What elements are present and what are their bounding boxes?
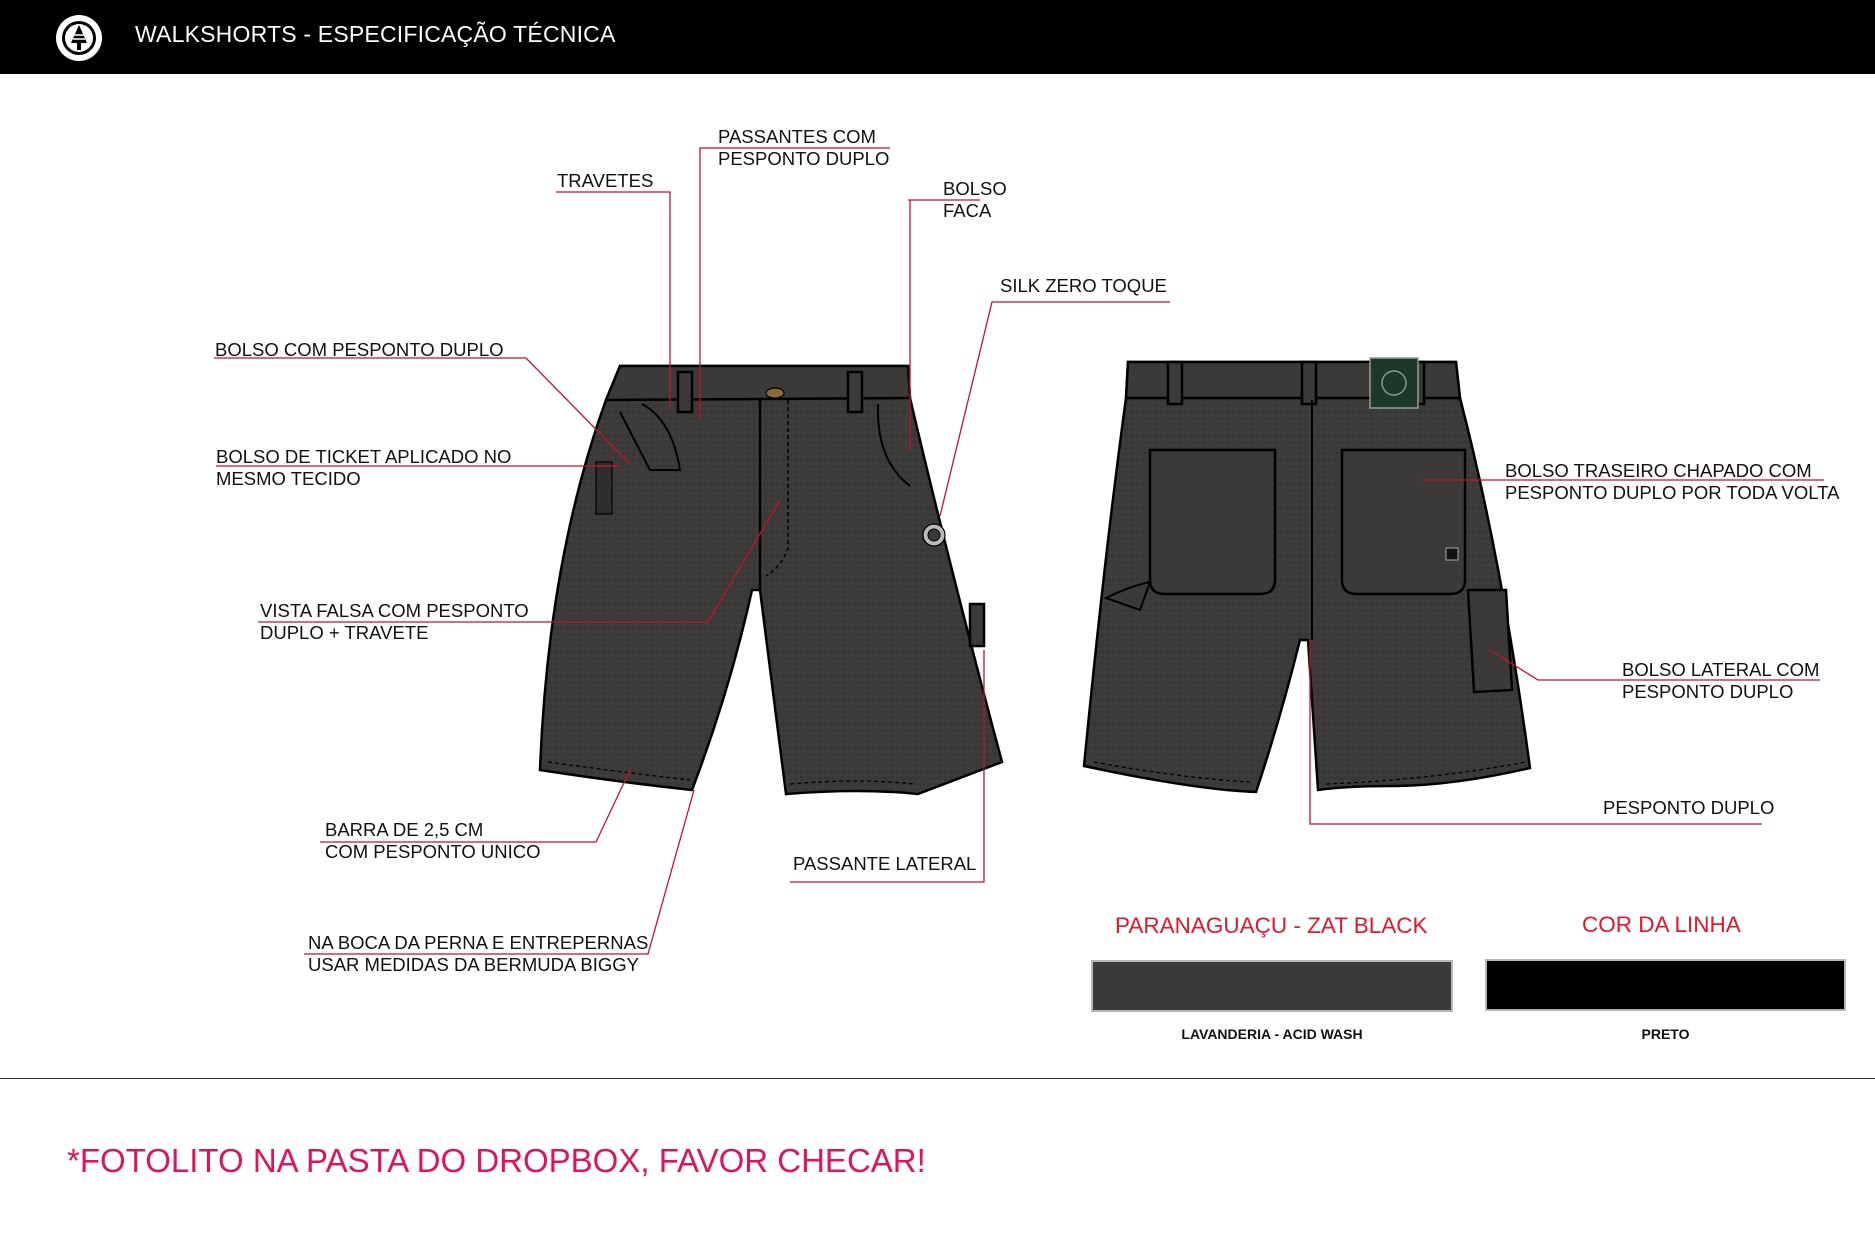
label-bolso-faca-line2: FACA: [943, 200, 992, 221]
label-bolso-lateral-line2: PESPONTO DUPLO: [1622, 681, 1794, 702]
label-boca-perna-line2: USAR MEDIDAS DA BERMUDA BIGGY: [308, 954, 640, 975]
label-passantes-line1: PASSANTES COM: [718, 126, 876, 147]
label-boca-perna-line1: NA BOCA DA PERNA E ENTREPERNAS: [308, 932, 649, 953]
fabric-swatch: [1091, 960, 1453, 1012]
label-barra-line2: COM PESPONTO UNICO: [325, 841, 541, 862]
label-bolso-ticket-line2: MESMO TECIDO: [216, 468, 361, 489]
label-travetes: TRAVETES: [557, 170, 654, 191]
dropbox-note: *FOTOLITO NA PASTA DO DROPBOX, FAVOR CHECAR!: [67, 1142, 926, 1179]
label-vista-falsa-line1: VISTA FALSA COM PESPONTO: [260, 600, 529, 621]
label-barra-line1: BARRA DE 2,5 CM: [325, 819, 484, 840]
label-passantes-line2: PESPONTO DUPLO: [718, 148, 890, 169]
thread-title: COR DA LINHA: [1582, 912, 1741, 937]
label-vista-falsa-line2: DUPLO + TRAVETE: [260, 622, 429, 643]
section-divider: [0, 1078, 1875, 1079]
label-bolso-pesponto-duplo: BOLSO COM PESPONTO DUPLO: [215, 339, 504, 360]
label-bolso-traseiro-line2: PESPONTO DUPLO POR TODA VOLTA: [1505, 482, 1840, 503]
label-pesponto-duplo: PESPONTO DUPLO: [1603, 797, 1775, 818]
page-title: WALKSHORTS - ESPECIFICAÇÃO TÉCNICA: [135, 21, 616, 47]
label-silk-zero-toque: SILK ZERO TOQUE: [1000, 275, 1167, 296]
label-passante-lateral: PASSANTE LATERAL: [793, 853, 977, 874]
back-shorts: [1084, 358, 1530, 792]
thread-swatch: [1485, 959, 1846, 1011]
label-bolso-traseiro-line1: BOLSO TRASEIRO CHAPADO COM: [1505, 460, 1812, 481]
thread-caption: PRETO: [1641, 1026, 1690, 1042]
fabric-title: PARANAGUAÇU - ZAT BLACK: [1115, 913, 1428, 938]
label-bolso-lateral-line1: BOLSO LATERAL COM: [1622, 659, 1820, 680]
fabric-caption: LAVANDERIA - ACID WASH: [1181, 1026, 1363, 1042]
front-shorts: [540, 366, 1002, 794]
label-bolso-ticket-line1: BOLSO DE TICKET APLICADO NO: [216, 446, 512, 467]
label-bolso-faca-line1: BOLSO: [943, 178, 1007, 199]
